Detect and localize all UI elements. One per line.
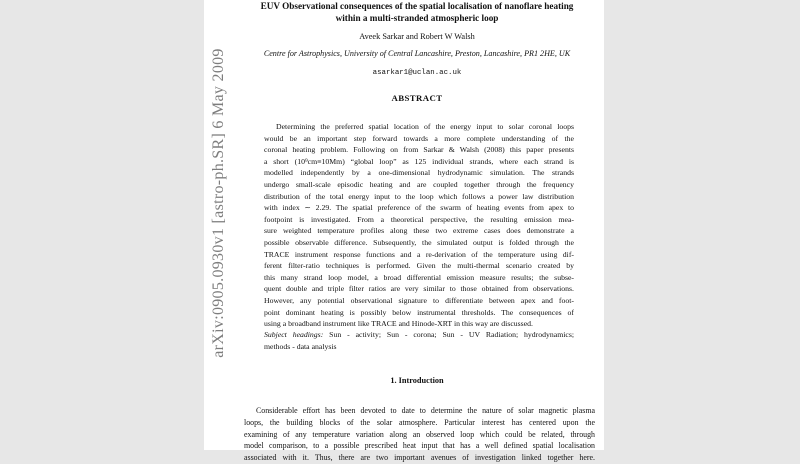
introduction-line: Considerable effort has been devoted to date to determine the nature of solar magnetic plasma bbox=[256, 406, 595, 415]
introduction-line: examining of any temperature variation along an observed loop which could be related, through bbox=[244, 429, 595, 439]
abstract-line: ferent filter-ratio techniques is performed. Given the multi-thermal scenario created by bbox=[264, 261, 574, 271]
paper-title-line-1: EUV Observational consequences of the spatial localisation of nanoflare heating bbox=[260, 1, 574, 11]
abstract-line: a short (10⁹cm≡10Mm) “global loop” as 125 individual strands, where each strand is bbox=[264, 156, 574, 166]
abstract-heading: ABSTRACT bbox=[391, 93, 443, 103]
paper-affiliation: Centre for Astrophysics, University of Central Lancashire, Preston, Lancashire, PR1 2HE, UK bbox=[263, 49, 571, 58]
paper-authors: Aveek Sarkar and Robert W Walsh bbox=[359, 32, 475, 41]
arxiv-identifier-text: arXiv:0905.0930v1 [astro-ph.SR] 6 May 2009 bbox=[210, 48, 227, 358]
subject-headings-line-1 bbox=[264, 329, 574, 341]
abstract-line: using a broadband instrument like TRACE and Hinode-XRT in this way are discussed. bbox=[264, 319, 533, 329]
abstract-line: sure weighted temperature profiles along these two extreme cases does demonstrate a bbox=[264, 226, 574, 236]
subject-headings-label: Subject headings: bbox=[264, 330, 324, 339]
abstract-body bbox=[264, 121, 574, 330]
introduction-body bbox=[244, 405, 595, 464]
introduction-line: associated with it. Thus, there are two important avenues of investigation linked together here. bbox=[244, 453, 595, 463]
abstract-line: However, any potential observational signature to differentiate between apex and foot- bbox=[264, 295, 574, 305]
abstract-line: TRACE instrument response functions and a re-derivation of the temperature using dif- bbox=[264, 249, 574, 259]
subject-headings bbox=[264, 329, 574, 353]
abstract-line: footpoint is investigated. From a theoretical perspective, the resulting emission mea- bbox=[264, 214, 574, 224]
abstract-line: modelled independently by a one-dimensional hydrodynamic simulation. The strands bbox=[264, 168, 574, 178]
abstract-line: point dominant heating is possibly below instrumental thresholds. The consequences of bbox=[264, 307, 574, 317]
abstract-line: Determining the preferred spatial location of the energy input to solar coronal loops bbox=[276, 122, 574, 131]
abstract-line: with index ∼ 2.29. The spatial preference of the swarm of heating events from apex to bbox=[264, 203, 574, 213]
introduction-line: model comparison, to a possible prescribed heat input that has a well defined spatial localisation bbox=[244, 441, 595, 451]
author-email: asarkar1@uclan.ac.uk bbox=[372, 69, 462, 77]
subject-headings-terms: Sun - activity; Sun - corona; Sun - UV Radiation; hydrodynamics; bbox=[323, 330, 574, 339]
paper-title bbox=[236, 0, 598, 24]
abstract-line: coronal heating problem. Following on from Sarkar & Walsh (2008) this paper presents bbox=[264, 145, 574, 155]
abstract-line: would be an important step forward towards a more complete understanding of the bbox=[264, 133, 574, 143]
introduction-line: loops, the building blocks of the solar atmosphere. Particular interest has centered upon the bbox=[244, 417, 595, 427]
abstract-line: distribution of the total energy input to the loop which follows a power law distribution bbox=[264, 191, 574, 201]
abstract-line: this many strand loop model, a broad differential emission measure results; the subse- bbox=[264, 272, 574, 282]
paper-title-line-2: within a multi-stranded atmospheric loop bbox=[335, 13, 499, 23]
subject-headings-line-2: methods - data analysis bbox=[264, 342, 337, 351]
abstract-line: quent double and triple filter ratios are very similar to those obtained from observations. bbox=[264, 284, 574, 294]
arxiv-identifier-stamp bbox=[209, 40, 227, 370]
abstract-line: possible observable difference. Subsequently, the simulated output is folded through the bbox=[264, 237, 574, 247]
section-heading-introduction: 1. Introduction bbox=[390, 376, 444, 385]
abstract-line: undergo small-scale episodic heating and are coupled together through the frequency bbox=[264, 179, 574, 189]
